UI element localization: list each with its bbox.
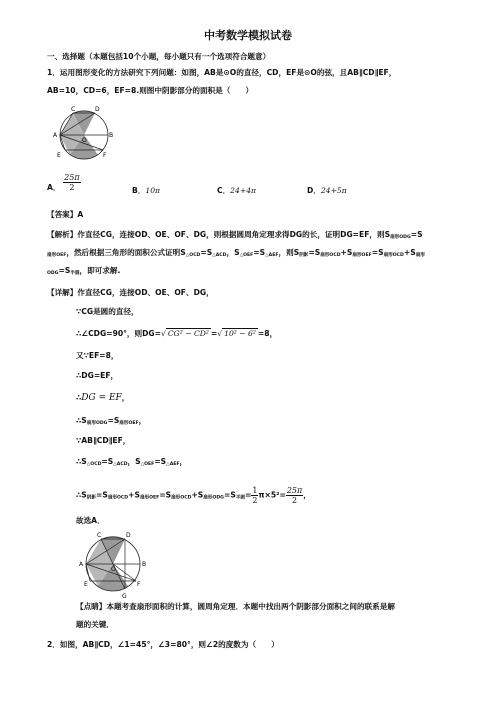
choose-answer: 故选A．: [76, 516, 105, 525]
detail-step-9-sub3: 扇形OEF: [139, 495, 160, 501]
detail-step-6-c: ，: [138, 416, 147, 425]
detail-step-1: ∵CG是圆的直径，: [76, 307, 139, 316]
analysis-sub-2i: 扇形OCD: [383, 253, 404, 258]
detail-step-5-end: ，: [121, 393, 130, 402]
fig1-label-d: D: [95, 106, 100, 113]
section-heading: 一、选择题（本题包括10个小题，每小题只有一个选项符合题意）: [47, 52, 271, 61]
detail-step-6-sub1: 扇形ODG: [86, 421, 108, 426]
analysis-sub-1: 扇形ODG: [390, 235, 411, 240]
detail-step-9-sub4: 扇形OCD: [171, 495, 192, 501]
detail-step-9-g: =: [245, 490, 252, 500]
sqrt-expression-2: √ 10² − 6²: [217, 329, 256, 338]
analysis-sub-2e: △AEF: [265, 253, 279, 258]
detail-step-5-math: DG = EF: [81, 393, 122, 403]
analysis-text-3: =S: [58, 266, 71, 275]
detail-step-9-end: ，: [303, 490, 311, 500]
detail-step-8-c: ，S: [127, 457, 141, 466]
option-d[interactable]: [307, 186, 347, 196]
option-a-denominator: 2: [69, 182, 75, 192]
fig2-label-e: E: [84, 581, 88, 588]
answer-line: 【答案】A: [47, 210, 84, 219]
detail-heading: 【详解】作直径CG，连接OD、OE、OF、DG，: [47, 288, 214, 297]
analysis-line-1: [47, 230, 423, 243]
detail-step-9-c: +S: [128, 490, 140, 500]
detail-step-8-sub2: △ACD: [113, 462, 128, 467]
detail-step-4: ∴DG=EF，: [76, 371, 119, 380]
detail-step-9-h: π×5²=: [258, 490, 286, 500]
analysis-sub-2g: 扇形OCD: [320, 253, 341, 258]
detail-step-8-b: =S: [101, 457, 114, 466]
detail-step-6: [76, 416, 146, 429]
fraction-half-num: 1: [252, 486, 258, 495]
analysis-text-1: 【解析】作直径CG，连接OD、OE、OF、DG，则根据圆周角定理求得DG的长，证明DG=EF，则S: [47, 230, 391, 239]
comment-line-2: 题的关键．: [76, 620, 114, 629]
fig2-label-g: G: [122, 593, 127, 600]
fraction-result: [286, 486, 303, 505]
analysis-sub-2c: △ACD: [212, 253, 227, 258]
option-d-label: D．: [307, 186, 321, 195]
fraction-half-den: 2: [252, 496, 258, 505]
question-1-line-1: 1．运用图形变化的方法研究下列问题：如图，AB是⊙O的直径，CD，EF是⊙O的弦，且AB∥CD∥EF，: [47, 68, 397, 77]
fig1-label-b: B: [109, 132, 114, 139]
analysis-text-1-end: =S: [410, 230, 423, 239]
detail-step-9-b: =S: [95, 490, 108, 500]
analysis-sub-2b: △OCD: [185, 253, 201, 258]
detail-step-8: [76, 457, 187, 470]
analysis-line-2: [47, 248, 425, 261]
analysis-text-2h: =S: [371, 248, 384, 257]
sqrt-expression-1: √ CG² − CD²: [161, 329, 209, 338]
fig2-label-f: F: [137, 581, 141, 588]
page-title: 中考数学模拟试卷: [204, 29, 292, 42]
detail-step-8-d: =S: [154, 457, 167, 466]
detail-step-8-sub3: △OEF: [140, 462, 155, 467]
option-d-value: 24+5π: [320, 186, 347, 195]
fig2-label-d: D: [126, 532, 131, 539]
comment-line-1: 【点睛】本题考查扇形面积的计算，圆周角定理．本题中找出两个阴影部分面积之间的联系是解: [76, 602, 395, 611]
analysis-sub-2f: 阴影: [299, 253, 309, 258]
analysis-text-2b: =S: [200, 248, 213, 257]
analysis-sub-2j: 扇形: [415, 253, 425, 258]
analysis-sub-3a: ODG: [47, 271, 59, 276]
detail-step-9-e: +S: [191, 490, 204, 500]
detail-step-9-f: =S: [223, 490, 236, 500]
analysis-sub-2d: △OEF: [239, 253, 254, 258]
sqrt-radicand-1: CG² − CD²: [167, 329, 209, 338]
detail-step-9: [76, 486, 311, 505]
analysis-text-2f: =S: [308, 248, 321, 257]
fig2-label-o: O: [111, 566, 116, 573]
detail-step-2-eq: =: [210, 329, 218, 338]
fraction-result-den: 2: [292, 496, 298, 505]
detail-step-3: 又∵EF=8，: [76, 351, 119, 360]
detail-step-2-end: =8，: [257, 329, 278, 338]
fig1-label-f: F: [103, 152, 107, 159]
detail-step-9-a: ∴S: [76, 490, 87, 500]
analysis-text-2c: ，S: [226, 248, 240, 257]
fig2-label-b: B: [142, 561, 147, 568]
fig1-label-e: E: [57, 152, 61, 159]
detail-step-9-sub2: 扇形OCD: [107, 495, 129, 501]
detail-step-2-text: ∴∠CDG=90°，则DG=: [76, 329, 162, 338]
detail-step-7: ∵AB∥CD∥EF，: [76, 436, 131, 445]
analysis-text-3-end: ，即可求解.: [79, 266, 121, 275]
analysis-text-2d: =S: [253, 248, 266, 257]
option-c-label: C．: [217, 186, 231, 195]
detail-step-9-d: =S: [159, 490, 172, 500]
solution-figure: [76, 528, 152, 600]
option-c[interactable]: [217, 186, 256, 196]
detail-step-6-b: =S: [107, 416, 120, 425]
analysis-text-2: ，然后根据三角形的面积公式证明S: [66, 248, 186, 257]
analysis-sub-3b: 半圆: [70, 271, 80, 276]
detail-step-9-sub1: 阴影: [86, 495, 96, 501]
fraction-result-num: 25π: [286, 486, 303, 495]
analysis-line-3: [47, 266, 120, 279]
fig1-label-a: A: [53, 132, 58, 139]
question-1-line-2: AB=10，CD=6，EF=8.则图中阴影部分的面积是（ ）: [47, 86, 254, 95]
fig1-label-c: C: [71, 106, 76, 113]
detail-step-8-e: ，: [179, 457, 188, 466]
detail-step-9-sub6: 半圆: [235, 495, 246, 501]
fig1-label-o: O: [82, 137, 87, 144]
detail-step-9-sub5: 扇形ODG: [203, 495, 224, 501]
option-c-value: 24+4π: [230, 186, 257, 195]
option-b-value: 10π: [145, 186, 161, 195]
detail-step-8-sub1: △OCD: [86, 462, 102, 467]
detail-step-8-sub4: △AEF: [166, 462, 180, 467]
analysis-text-2g: +S: [340, 248, 353, 257]
detail-step-6-sub2: 扇形OEF: [119, 421, 139, 426]
fig2-label-a: A: [79, 561, 84, 568]
analysis-sub-2h: 扇形OEF: [352, 253, 372, 258]
fig2-label-c: C: [97, 532, 102, 539]
analysis-text-2i: +S: [403, 248, 416, 257]
option-a-label: A．: [47, 183, 61, 192]
question-1-figure: [50, 104, 118, 166]
option-b-label: B．: [132, 186, 146, 195]
detail-step-6-a: ∴S: [76, 416, 87, 425]
question-2-line-1: 2．如图，AB∥CD，∠1=45°，∠3=80°，则∠2的度数为（ ）: [47, 640, 279, 649]
detail-step-8-a: ∴S: [76, 457, 87, 466]
detail-step-2: [76, 329, 277, 339]
option-a-numerator: 25π: [64, 172, 80, 182]
detail-step-5-pre: ∴: [76, 393, 82, 402]
option-b[interactable]: [132, 186, 160, 196]
sqrt-radicand-2: 10² − 6²: [224, 329, 256, 338]
analysis-text-2e: ，则S: [278, 248, 300, 257]
option-a-fraction: [63, 173, 80, 192]
analysis-sub-2a: 扇形OEF: [47, 253, 67, 258]
detail-step-5: [76, 393, 129, 403]
